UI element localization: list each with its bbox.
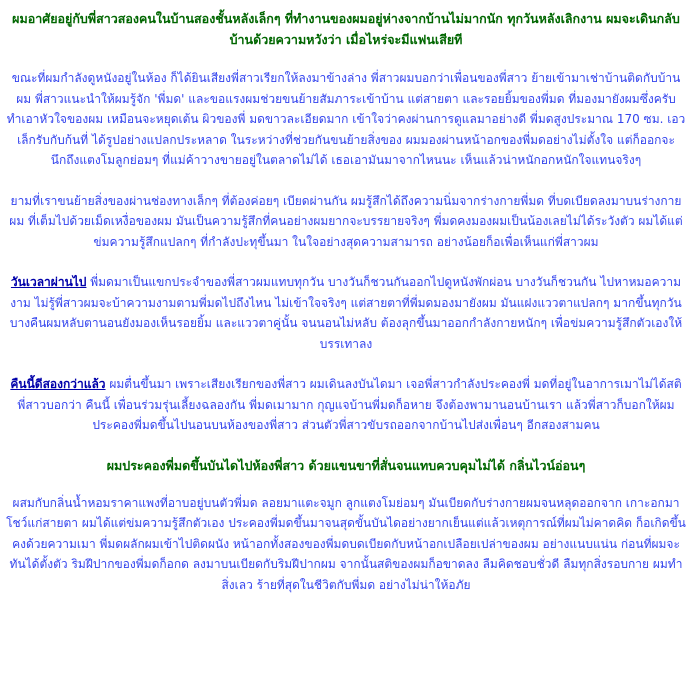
story-paragraph-3-text: พี่มดมาเป็นแขกประจำของพี่สาวผมแทบทุกวัน บางวันก็ชวนกันออกไปดูหนังพักผ่อน บางวันก็ชวนกัน ไปหาหมอความงาม ไม่รู้พี่สาวผมจะบ้าความงามตามพี่มดไปถึงไหน ไม่เข้าใจจริงๆ แต่สายตาที่พี่มดมองมายังผม มันแฝงแววตาแปลกๆ มากขึ้นทุกวัน บางคืนผมหลับตานอนยังมองเห็นรอยยิ้ม และแววตาคู่นั้น จนนอนไม่หลับ ต้องลุกขึ้นมาออกกำลังกายหนักๆ เพื่อข่มความรู้สึกตัวเองให้บรรเทาลง xyxy=(9,275,683,351)
story-paragraph-5: ผสมกับกลิ่นน้ำหอมราคาแพงที่อาบอยู่บนตัวพี่มด ลอยมาแตะจมูก ลูกแตงโมย่อมๆ มันเบียดกับร่างกายผมจนหลุดออกจาก เกาะอกมาโชว์แก่สายตา ผมได้แต่ข่มความรู้สึกตัวเอง ประคองพี่มดขึ้นมาจนสุดขั้นบันไดอย่างยากเย็นแต่แล้วเหตุการณ์ที่ผมไม่คาดคิด ก็อเกิดขึ้นคงด้วยความเมา พี่มดผลักผมเข้าไปติดผนัง หน้าอกทั้งสองของพี่มดบดเบียดกับหน้าอกเปลือยเปล่าของผม อย่างแนบแน่น ก่อนที่ผมจะทันได้ตั้งตัว ริมฝีปากของพี่มดก็อกด ลงมาบนเบียดกับริมฝีปากผม จากนั้นสติของผมก็อขาดลง ลืมคิดชอบชั่วดี ลืมทุกสิ่งรอบกาย ผมทำสิ่งเลว ร้ายที่สุดในชีวิตกับพี่มด อย่างไม่น่าให้อภัย xyxy=(6,495,686,592)
story-paragraph-1: ขณะที่ผมกำลังดูหนังอยู่ในห้อง ก็ได้ยินเสียงพี่สาวเรียกให้ลงมาข้างล่าง พี่สาวผมบอกว่าเพื่อนของพี่สาว ย้ายเข้ามาเช่าบ้านติดกับบ้านผม พี่สาวแนะนำให้ผมรู้จัก 'พี่มด' และขอแรงผมช่วยขนย้ายสัมภาระเข้าบ้าน แต่สายตา และรอยยิ้มของพี่มด ที่มองมายังผมซึ่งครับ ทำเอาหัวใจของผม เหมือนจะหยุดเต้น ผิวของพี่ มดขาวละเอียดมาก เข้าใจว่าคงผ่านการดูแลมาอย่างดี พี่มดสูงประมาณ 170 ซม. เอวเล็กรับกับก้นที่ ได้รูปอย่างแปลกประหลาด ในระหว่างที่ช่วยกันขนย้ายสิ่งของ ผมมองผ่านหน้าอกของพี่มดอย่างไม่ตั้งใจ แต่ก็ออกจะนึกถึงแตงโมลูกย่อมๆ ที่แม่ค้าวางขายอยู่ในตลาดไม่ได้ เธอเอามันมาจากไหนนะ เห็นแล้วน่าหนักอกหนักใจแทนจริงๆ xyxy=(6,71,686,167)
days-passed-link[interactable]: วันเวลาผ่านไป xyxy=(10,275,87,289)
intro-heading: ผมอาศัยอยู่กับพี่สาวสองคนในบ้านสองชั้นหลังเล็กๆ ที่ทำงานของผมอยู่ห่างจากบ้านไม่มากนัก ทุกวันหลังเลิกงาน ผมจะเดินกลับบ้านด้วยความหวังว่า เมื่อไหร่จะมีแฟนเสียที xyxy=(12,11,680,47)
story-paragraph-4-text: ผมตื่นขึ้นมา เพราะเสียงเรียกของพี่สาว ผมเดินลงบันไดมา เจอพี่สาวกำลังประคองพี่ มดที่อยู่ในอาการเมาไม่ได้สติ พี่สาวบอกว่า คืนนี้ เพื่อนร่วมรุ่นเลี้ยงฉลองกัน พี่มดเมามาก กุญแจบ้านพี่มดก็อหาย จึงต้องพามานอนบ้านเรา แล้วพี่สาวก็บอกให้ผม ประคองพี่มดขึ้นไปนอนบนห้องของพี่สาว ส่วนตัวพี่สาวขับรถออกจากบ้านไปส่งเพื่อนๆ อีกสองสามคน xyxy=(17,377,682,432)
story-paragraph-2: ยามที่เราขนย้ายสิ่งของผ่านช่องทางเล็กๆ ที่ต้องค่อยๆ เบียดผ่านกัน ผมรู้สึกได้ถึงความนิ่มจากร่างกายพี่มด ที่บดเบียดลงมาบนร่างกายผม ที่เต็มไปด้วยเม็ดเหงื่อของผม มันเป็นความรู้สึกที่คนอย่างผมยากจะบรรยายจริงๆ พี่มดคงมองผมเป็นน้องเลยไม่ได้ระวังตัว ผมได้แต่ข่มความรู้สึกแปลกๆ ที่กำลังปะทุขึ้นมา ในใจอย่างสุดความสามารถ อย่างน้อยก็อเพื่อเห็นแก่พี่สาวผม xyxy=(9,193,683,249)
story-paragraph-4 xyxy=(6,374,686,436)
tonight-link[interactable]: คืนนี้ดีสองกว่าแล้ว xyxy=(10,377,106,391)
story-paragraph-3 xyxy=(6,272,686,354)
mid-heading: ผมประคองพี่มดขึ้นบันไดไปห้องพี่สาว ด้วยแขนขาที่สั่นจนแทบควบคุมไม่ได้ กลิ่นไวน์อ่อนๆ xyxy=(106,457,586,473)
